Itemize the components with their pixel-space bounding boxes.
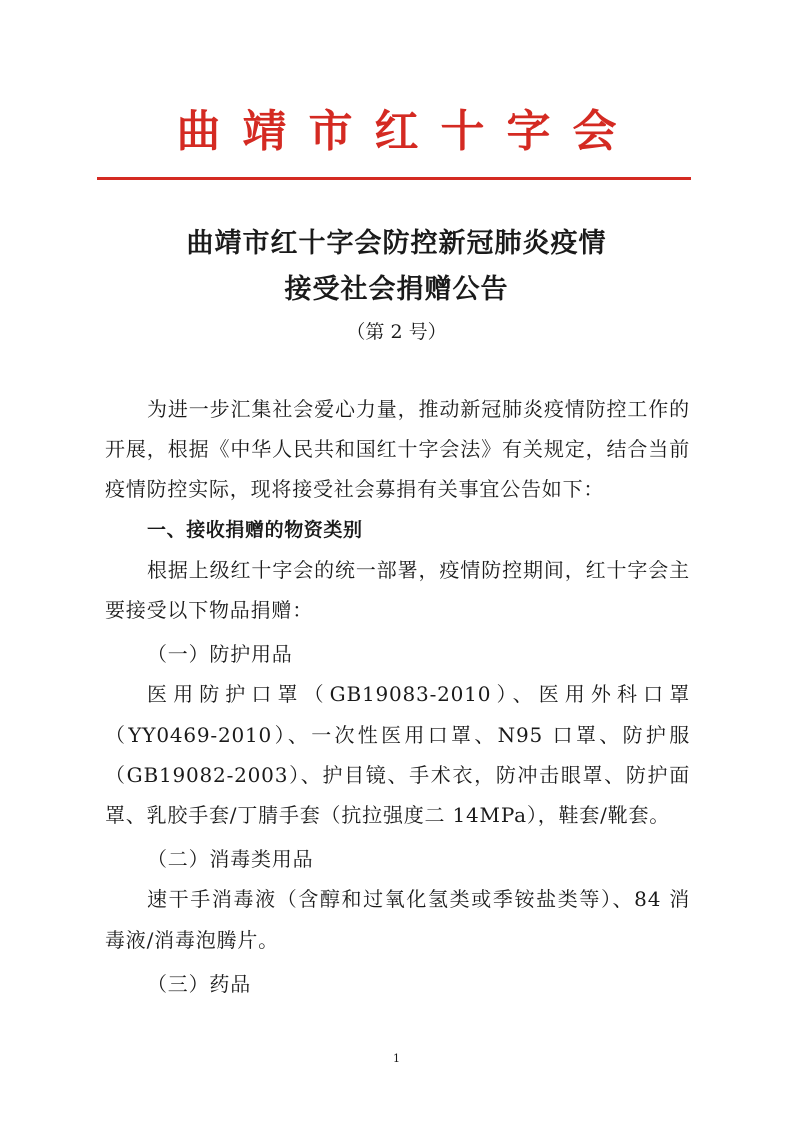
document-number: （第 2 号） (346, 321, 447, 343)
section-1-paragraph: 根据上级红十字会的统一部署，疫情防控期间，红十字会主要接受以下物品捐赠： (105, 557, 690, 623)
letterhead-org-name: 曲靖市红十字会 (176, 106, 639, 157)
document-body (105, 389, 690, 1004)
section-1-heading: 一、接收捐赠的物资类别 (147, 518, 363, 541)
document-title-line-2: 接受社会捐赠公告 (284, 274, 509, 305)
subsection-1-paragraph: 医用防护口罩（GB19083-2010）、医用外科口罩（YY0469-2010）、一次性医用口罩、N95 口罩、防护服（GB19082-2003）、护目镜、手术衣，防冲击眼罩、防护面罩、乳胶手套/丁腈手套（抗拉强度二 14MPa），鞋套/靴套。 (105, 682, 690, 828)
subsection-2-paragraph: 速干手消毒液（含醇和过氧化氢类或季铵盐类等）、84 消毒液/消毒泡腾片。 (105, 887, 690, 952)
document-title-line-1: 曲靖市红十字会防控新冠肺炎疫情 (186, 228, 607, 259)
subsection-1-heading: （一）防护用品 (147, 642, 293, 667)
intro-paragraph: 为进一步汇集社会爱心力量，推动新冠肺炎疫情防控工作的开展，根据《中华人民共和国红十字会法》有关规定，结合当前疫情防控实际，现将接受社会募捐有关事宜公告如下： (105, 397, 690, 502)
page-number: 1 (393, 1052, 400, 1065)
subsection-3-heading: （三）药品 (147, 971, 251, 996)
letterhead-red-rule (97, 177, 691, 180)
subsection-2-heading: （二）消毒类用品 (147, 847, 314, 872)
